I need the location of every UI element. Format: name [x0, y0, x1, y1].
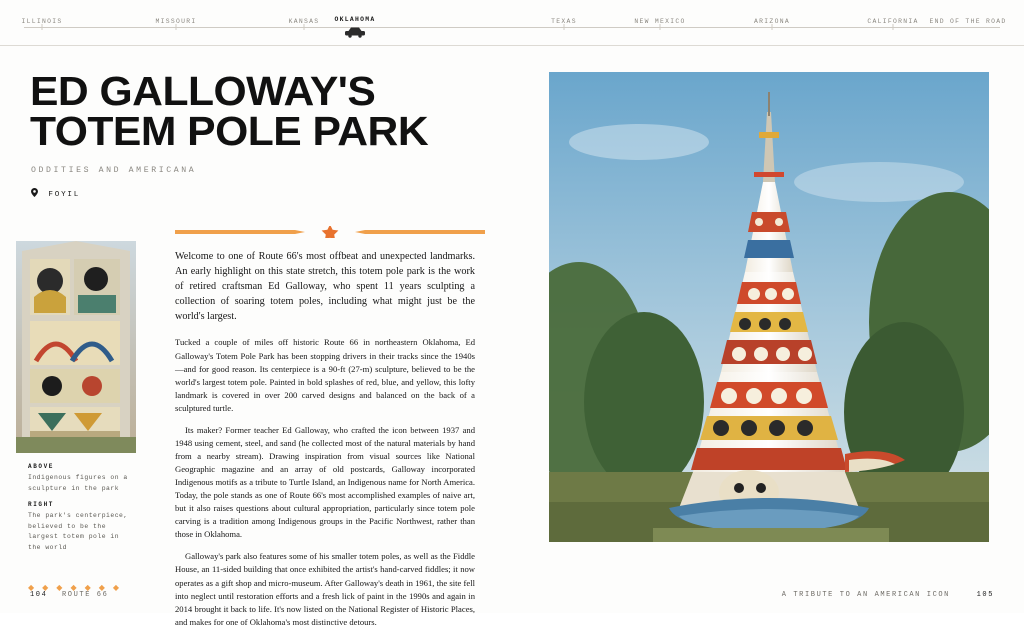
side-photo	[16, 241, 136, 453]
caption-above	[28, 463, 136, 494]
article-lead: Welcome to one of Route 66's most offbeat and unexpected landmarks. An early highlight on this state stretch, this totem pole park is the work of retired craftsman Ed Galloway, who spent 11 years sculpting a collection of soaring totem poles, including what might just be the world's largest.	[175, 251, 475, 323]
article-location	[31, 188, 80, 199]
left-page	[0, 46, 512, 627]
route-stop-texas[interactable]: TEXAS	[551, 18, 577, 25]
route-progress-nav	[0, 0, 1024, 46]
route-stop-end-of-the-road: END OF THE ROAD	[929, 18, 1007, 25]
caption-text: The park's centerpiece, believed to be the largest totem pole in the world	[28, 512, 128, 551]
caption-label: ABOVE	[28, 463, 55, 470]
location-label: FOYIL	[48, 191, 81, 199]
page-title-line2: TOTEM POLE PARK	[30, 108, 429, 155]
article-paragraph: Tucked a couple of miles off historic Route 66 in northeastern Oklahoma, Ed Galloway's Totem Pole Park has been stopping drivers in their tracks since the 1940s—and for good reason. Its centerpiece is a 90-ft (27-m) sculpture, believed to be the world's largest totem pole. Painted in bold splashes of red, blue, and yellow, this lofty landmark is covered in over 200 carved designs and balanced on the back of a sculptured turtle.	[175, 337, 475, 413]
caption-label: RIGHT	[28, 501, 55, 508]
route-stop-new-mexico[interactable]: NEW MEXICO	[634, 18, 686, 25]
article-subtitle: ODDITIES AND AMERICANA	[31, 166, 197, 175]
caption-right	[28, 501, 136, 553]
right-page	[512, 46, 1024, 613]
route-stop-california[interactable]: CALIFORNIA	[867, 18, 919, 25]
page-title-line1: ED GALLOWAY'S	[30, 68, 376, 114]
route-stop-illinois[interactable]: ILLINOIS	[21, 18, 63, 25]
folio-left-text: ROUTE 66	[62, 591, 109, 599]
folio-left-number: 104	[30, 591, 48, 599]
page-title	[30, 68, 467, 155]
route-stop-oklahoma[interactable]: OKLAHOMA	[334, 16, 376, 23]
folio-right-number: 105	[976, 591, 994, 599]
diamond-ornament: ◆ ◆ ◆ ◆ ◆ ◆ ◆	[28, 583, 123, 592]
page-footer	[0, 577, 1024, 613]
caption-text: Indigenous figures on a sculpture in the park	[28, 474, 128, 492]
route-stop-kansas[interactable]: KANSAS	[288, 18, 320, 25]
route-stop-missouri[interactable]: MISSOURI	[155, 18, 197, 25]
route-stop-arizona[interactable]: ARIZONA	[754, 18, 790, 25]
main-photo	[549, 72, 989, 542]
folio-right-text: A TRIBUTE TO AN AMERICAN ICON	[781, 591, 950, 599]
route-line	[24, 27, 1000, 28]
article-paragraph: Galloway's park also features some of his smaller totem poles, as well as the Fiddle House, an 11-sided building that once exhibited the artist's hand-carved fiddles; it now operates as a gift shop and micro-museum. After Galloway's death in 1961, the site fell into neglect until restoration efforts and a fresh lick of paint in the 1990s and again in 2014 brought it back to life. It's now listed on the National Register of Historic Places, and makes for one of Oklahoma's most distinctive detours.	[175, 551, 475, 627]
map-pin-icon	[31, 188, 38, 197]
article-paragraph: Its maker? Former teacher Ed Galloway, who crafted the icon between 1937 and 1948 using cement, steel, and sand (he collected most of the natural materials by hand from a nearby stream). Drawing inspiration from visual sources like National Geographic magazine and an array of old postcards, Galloway incorporated Indigenous motifs as a tribute to Turtle Island, an Indigenous name for North America. Today, the pole stands as one of Route 66's most accomplished examples of naive art, but it also raises questions about cultural appropriation, particularly since totem pole carving is a tradition among Indigenous groups in the Pacific Northwest, rather than those in Oklahoma.	[175, 424, 475, 540]
car-icon	[344, 26, 366, 38]
star-divider-ornament	[175, 226, 485, 238]
